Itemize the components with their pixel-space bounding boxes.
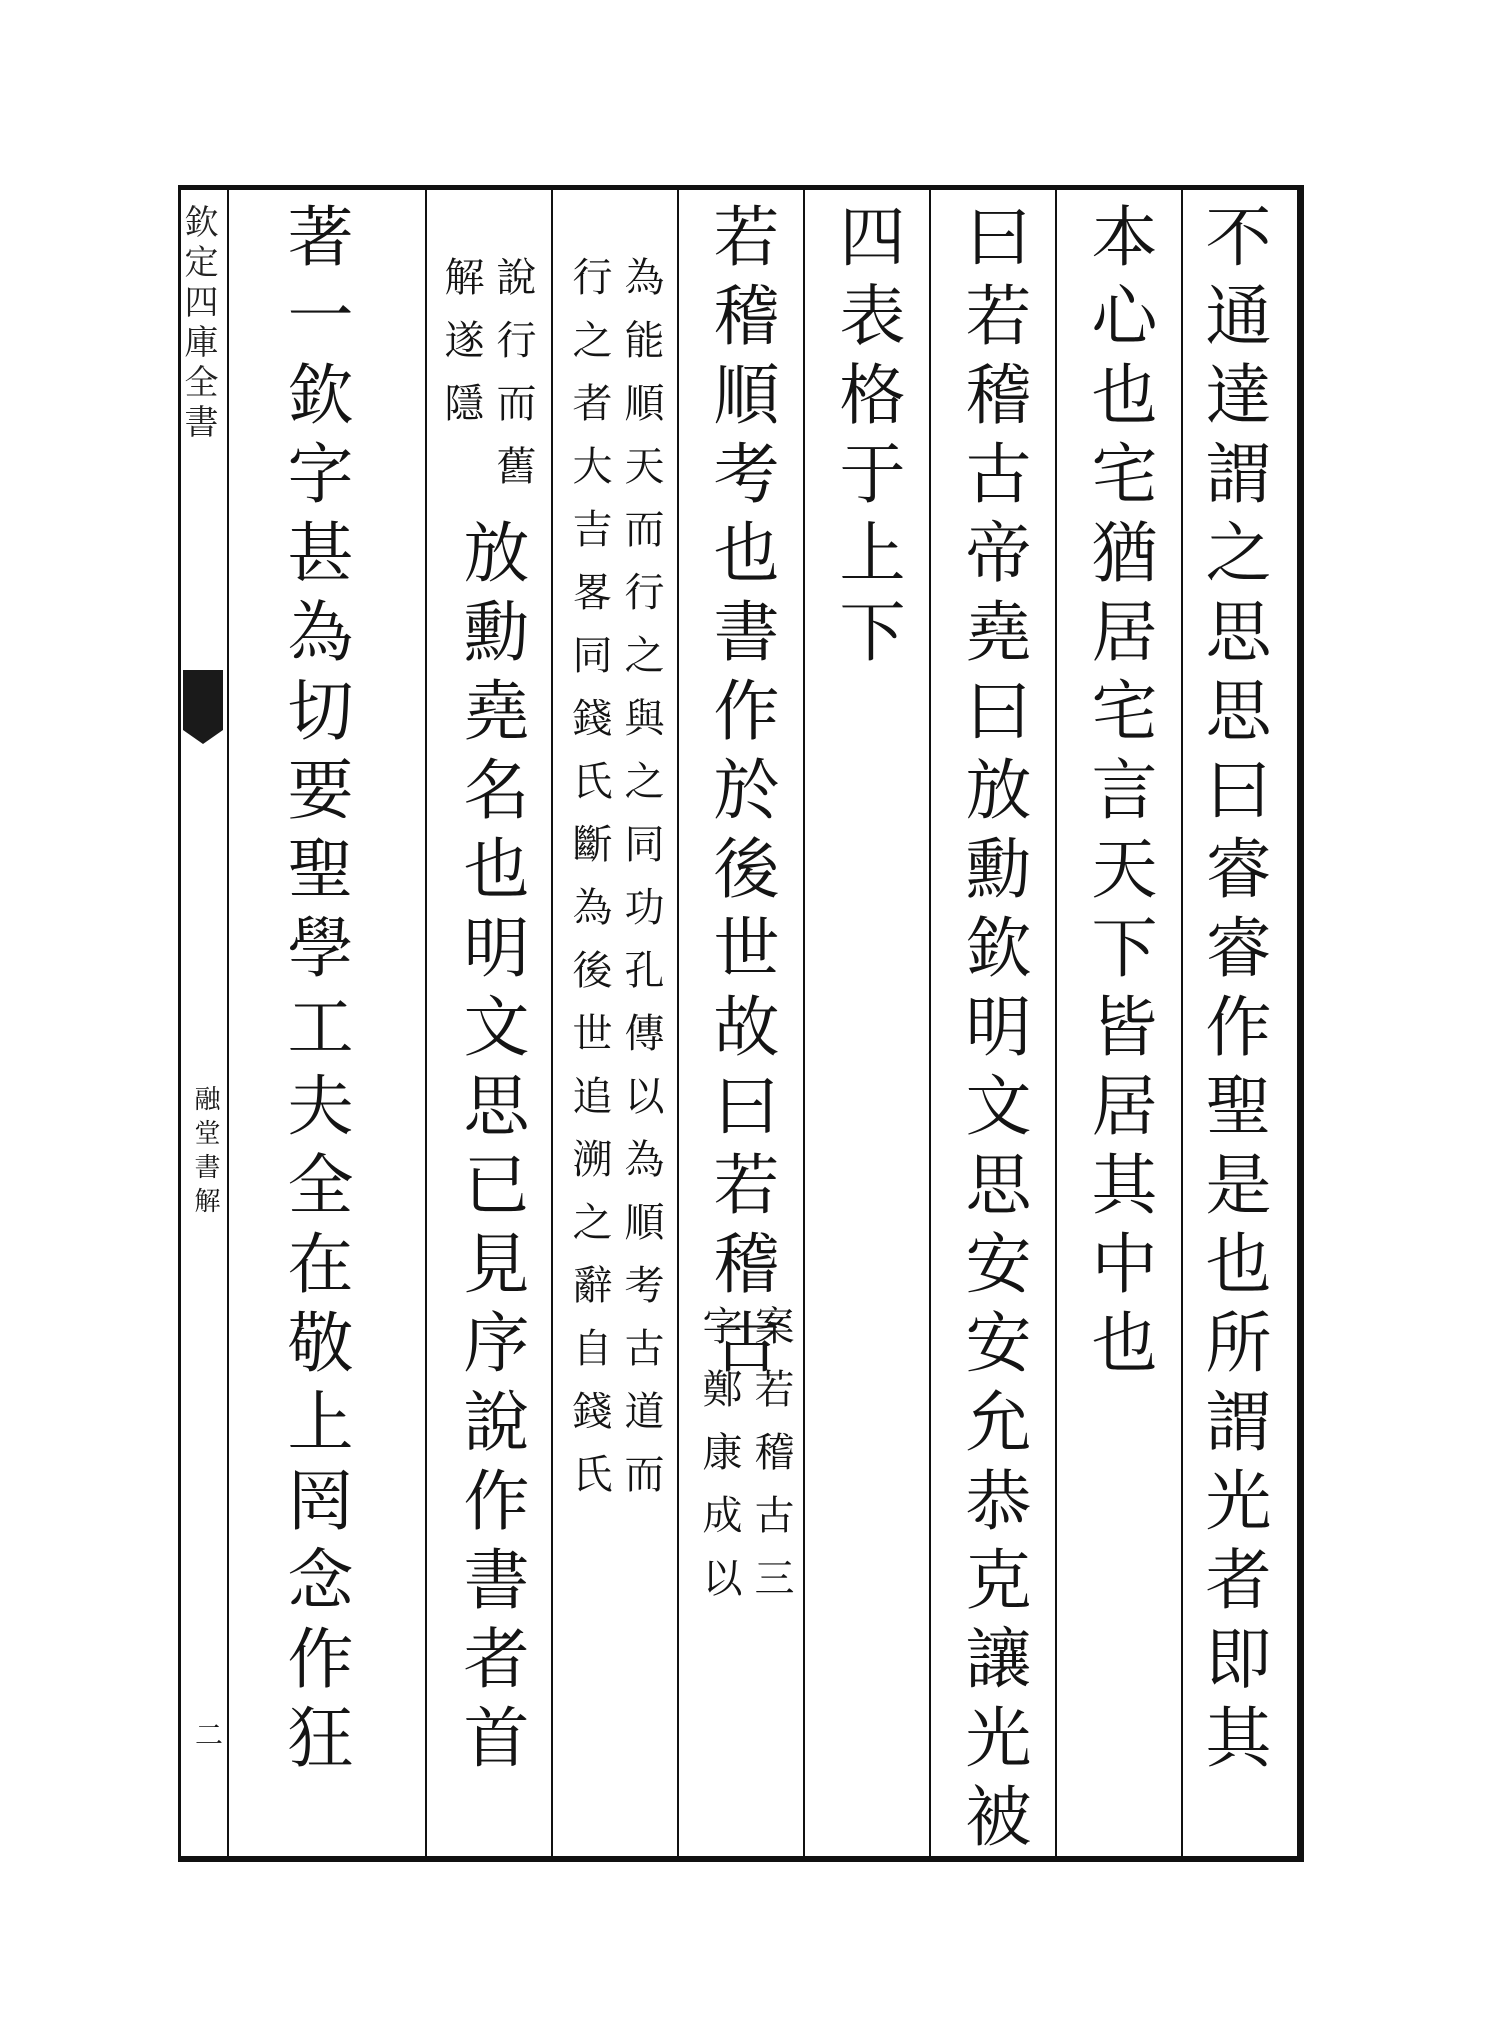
main-text: 曰若稽古帝堯曰放勳欽明文思安安允恭克讓光被	[954, 202, 1031, 1861]
main-text: 若稽順考也書作於後世故曰若稽古	[702, 202, 779, 1387]
note-text-left: 解遂隱	[438, 256, 484, 445]
margin-strip	[178, 190, 229, 1856]
main-text: 不通達謂之思思曰睿睿作聖是也所謂光者即其	[1194, 202, 1271, 1782]
text-column-4	[803, 190, 929, 1856]
page-frame	[178, 185, 1304, 1862]
text-column-5	[677, 190, 803, 1856]
text-column-1	[1181, 190, 1287, 1856]
text-column-2	[1055, 190, 1181, 1856]
text-column-8	[227, 190, 425, 1856]
note-text-right: 案若稽古三	[748, 1305, 794, 1620]
main-text: 本心也宅猶居宅言天下皆居其中也	[1080, 202, 1157, 1387]
text-column-3	[929, 190, 1055, 1861]
page-number: 二	[191, 1720, 224, 1748]
main-text: 放勳堯名也明文思已見序說作書者首	[452, 518, 529, 1782]
book-short-title: 融堂書解	[190, 1085, 220, 1221]
text-column-6	[551, 190, 677, 1856]
note-text-right: 為能順天而行之與之同功孔傳以為順考古道而	[618, 256, 664, 1516]
fishtail-mark	[183, 670, 223, 730]
note-text-right: 說行而舊	[490, 256, 536, 508]
main-text: 四表格于上下	[828, 202, 905, 676]
book-title: 欽定四庫全書	[178, 204, 218, 444]
note-text-left: 行之者大吉畧同錢氏斷為後世追溯之辭自錢氏	[566, 256, 612, 1516]
text-column-7	[425, 190, 551, 1856]
note-text-left: 字鄭康成以	[696, 1305, 742, 1620]
main-text: 著一欽字甚為切要聖學工夫全在敬上罔念作狂	[276, 202, 353, 1782]
